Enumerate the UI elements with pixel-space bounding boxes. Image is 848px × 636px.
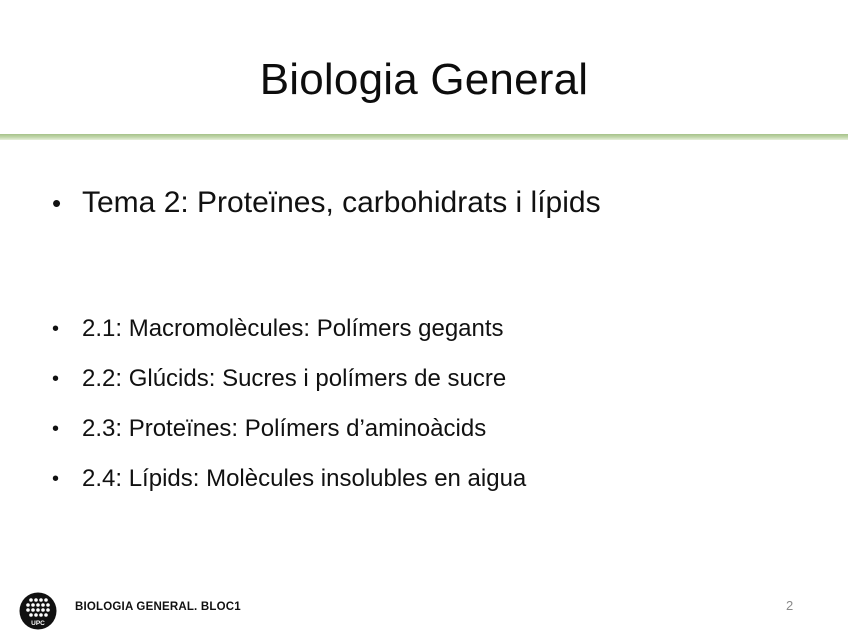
bullet-icon: •: [52, 317, 60, 340]
bullet-icon: •: [52, 467, 60, 490]
page-number: 2: [786, 598, 794, 613]
list-item: [52, 404, 526, 454]
title-divider: [0, 134, 848, 140]
list-item-text: 2.3: Proteïnes: Polímers d’aminoàcids: [82, 415, 487, 442]
footer-course-label: BIOLOGIA GENERAL. BLOC1: [75, 601, 241, 613]
main-bullet-item: [52, 183, 601, 223]
list-item: [52, 454, 526, 504]
main-bullet-text: Tema 2: Proteïnes, carbohidrats i lípids: [82, 186, 601, 219]
bullet-icon: •: [52, 367, 60, 390]
list-item: [52, 304, 526, 354]
list-item-text: 2.4: Lípids: Molècules insolubles en aigua: [82, 465, 527, 492]
bullet-icon: •: [52, 417, 60, 440]
slide-title: Biologia General: [259, 55, 589, 104]
bullet-icon: •: [52, 188, 62, 218]
upc-logo-icon: [19, 592, 57, 630]
list-item-text: 2.2: Glúcids: Sucres i polímers de sucre: [82, 365, 507, 392]
list-item-text: 2.1: Macromolècules: Polímers gegants: [82, 315, 504, 342]
list-item: [52, 354, 526, 404]
topic-list: [52, 304, 526, 504]
logo-text: UPC: [31, 620, 45, 627]
